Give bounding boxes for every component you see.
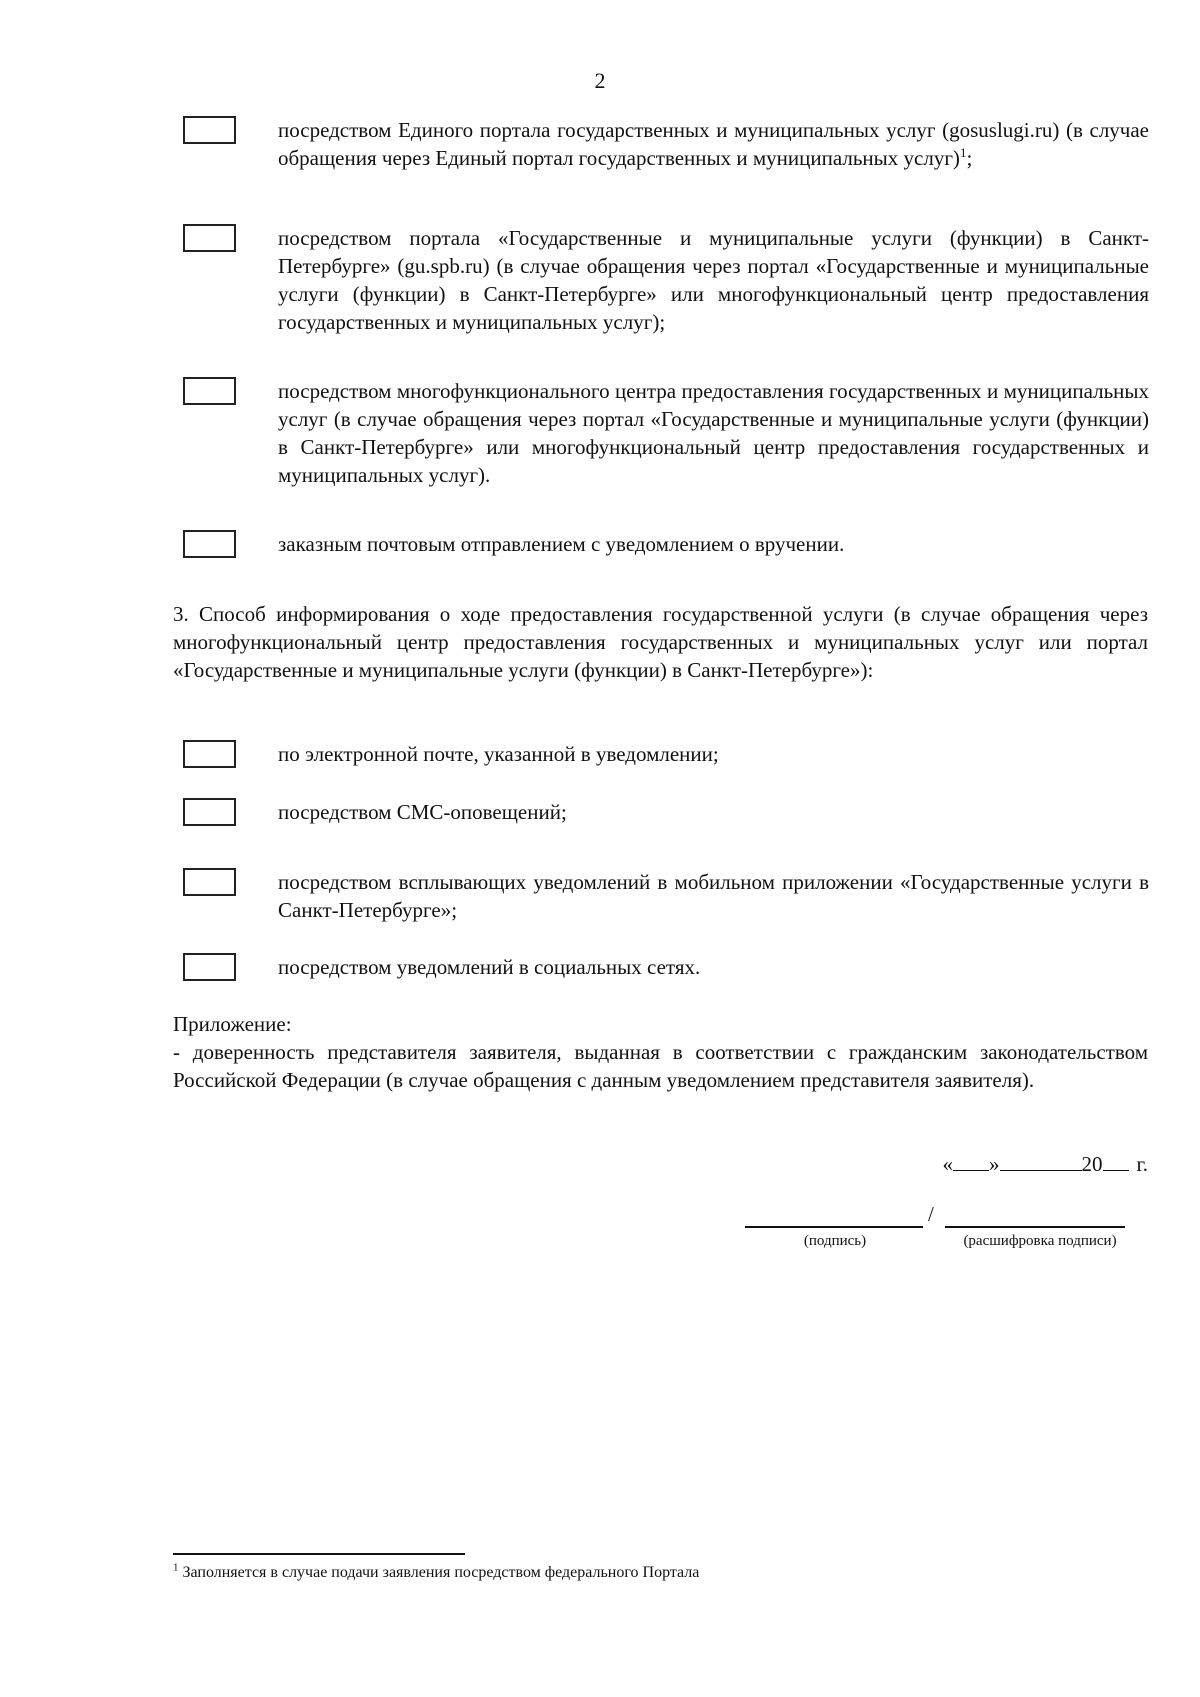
date-day-blank[interactable] xyxy=(953,1150,989,1171)
option-text-social: посредством уведомлений в социальных сетях. xyxy=(278,955,701,979)
date-year-prefix: 20 xyxy=(1081,1152,1103,1176)
page-number: 2 xyxy=(594,68,606,93)
date-close-quote: » xyxy=(989,1152,1000,1176)
date-month-blank[interactable] xyxy=(1000,1150,1082,1171)
date-line xyxy=(943,1150,1149,1178)
checkbox-gu-spb[interactable] xyxy=(183,224,236,252)
footnote-marker: 1 xyxy=(173,1561,179,1574)
footnote xyxy=(173,1562,699,1584)
checkbox-gosuslugi[interactable] xyxy=(183,116,236,144)
checkbox-email[interactable] xyxy=(183,740,236,768)
signature-decode-line[interactable] xyxy=(945,1226,1125,1228)
signature-slash: / xyxy=(928,1202,934,1226)
date-year-blank[interactable] xyxy=(1103,1150,1129,1171)
footnote-separator xyxy=(173,1553,465,1555)
option-text-gosuslugi-suffix: ; xyxy=(966,146,973,170)
checkbox-push[interactable] xyxy=(183,868,236,896)
appendix-heading: Приложение: xyxy=(173,1012,292,1036)
option-text-email: по электронной почте, указанной в уведомлении; xyxy=(278,742,719,766)
appendix-item: - доверенность представителя заявителя, выданная в соответствии с гражданским законодательством Российской Федерации (в случае обращения с данным уведомлением представителя заявителя). xyxy=(173,1040,1148,1092)
checkbox-post[interactable] xyxy=(183,530,236,558)
option-text-gosuslugi xyxy=(278,116,1149,172)
footnote-text: Заполняется в случае подачи заявления посредством федерального Портала xyxy=(182,1564,700,1581)
option-text-push: посредством всплывающих уведомлений в мобильном приложении «Государственные услуги в Санкт-Петербурге»; xyxy=(278,870,1149,922)
checkbox-sms[interactable] xyxy=(183,798,236,826)
signature-decode-caption: (расшифровка подписи) xyxy=(963,1233,1117,1249)
signature-line[interactable] xyxy=(745,1226,923,1228)
option-text-sms: посредством СМС-оповещений; xyxy=(278,800,567,824)
option-text-mfc: посредством многофункционального центра предоставления государственных и муниципальных услуг (в случае обращения через портал «Государственные и муниципальные услуги (функции) в Санкт-Петербурге» или многофункциональный центр предоставления государственных и муниципальных услуг). xyxy=(278,379,1149,487)
date-open-quote: « xyxy=(942,1152,953,1176)
date-year-suffix: г. xyxy=(1136,1152,1148,1176)
signature-caption: (подпись) xyxy=(803,1233,867,1249)
section-3-text: 3. Способ информирования о ходе предоставления государственной услуги (в случае обращения через многофункциональный центр предоставления государственных и муниципальных услуг или портал «Государственные и муниципальные услуги (функции) в Санкт-Петербурге»): xyxy=(173,602,1148,682)
footnote-ref: 1 xyxy=(959,145,967,160)
checkbox-social[interactable] xyxy=(183,953,236,981)
option-text-gosuslugi-body: посредством Единого портала государственных и муниципальных услуг (gosuslugi.ru) (в случае обращения через Единый портал государственных и муниципальных услуг) xyxy=(278,118,1149,170)
checkbox-mfc[interactable] xyxy=(183,377,236,405)
option-text-gu-spb: посредством портала «Государственные и муниципальные услуги (функции) в Санкт-Петербурге» (gu.spb.ru) (в случае обращения через портал «Государственные и муниципальные услуги (функции) в Санкт-Петербурге» или многофункциональный центр предоставления государственных и муниципальных услуг); xyxy=(278,226,1149,334)
option-text-post: заказным почтовым отправлением с уведомлением о вручении. xyxy=(278,532,845,556)
